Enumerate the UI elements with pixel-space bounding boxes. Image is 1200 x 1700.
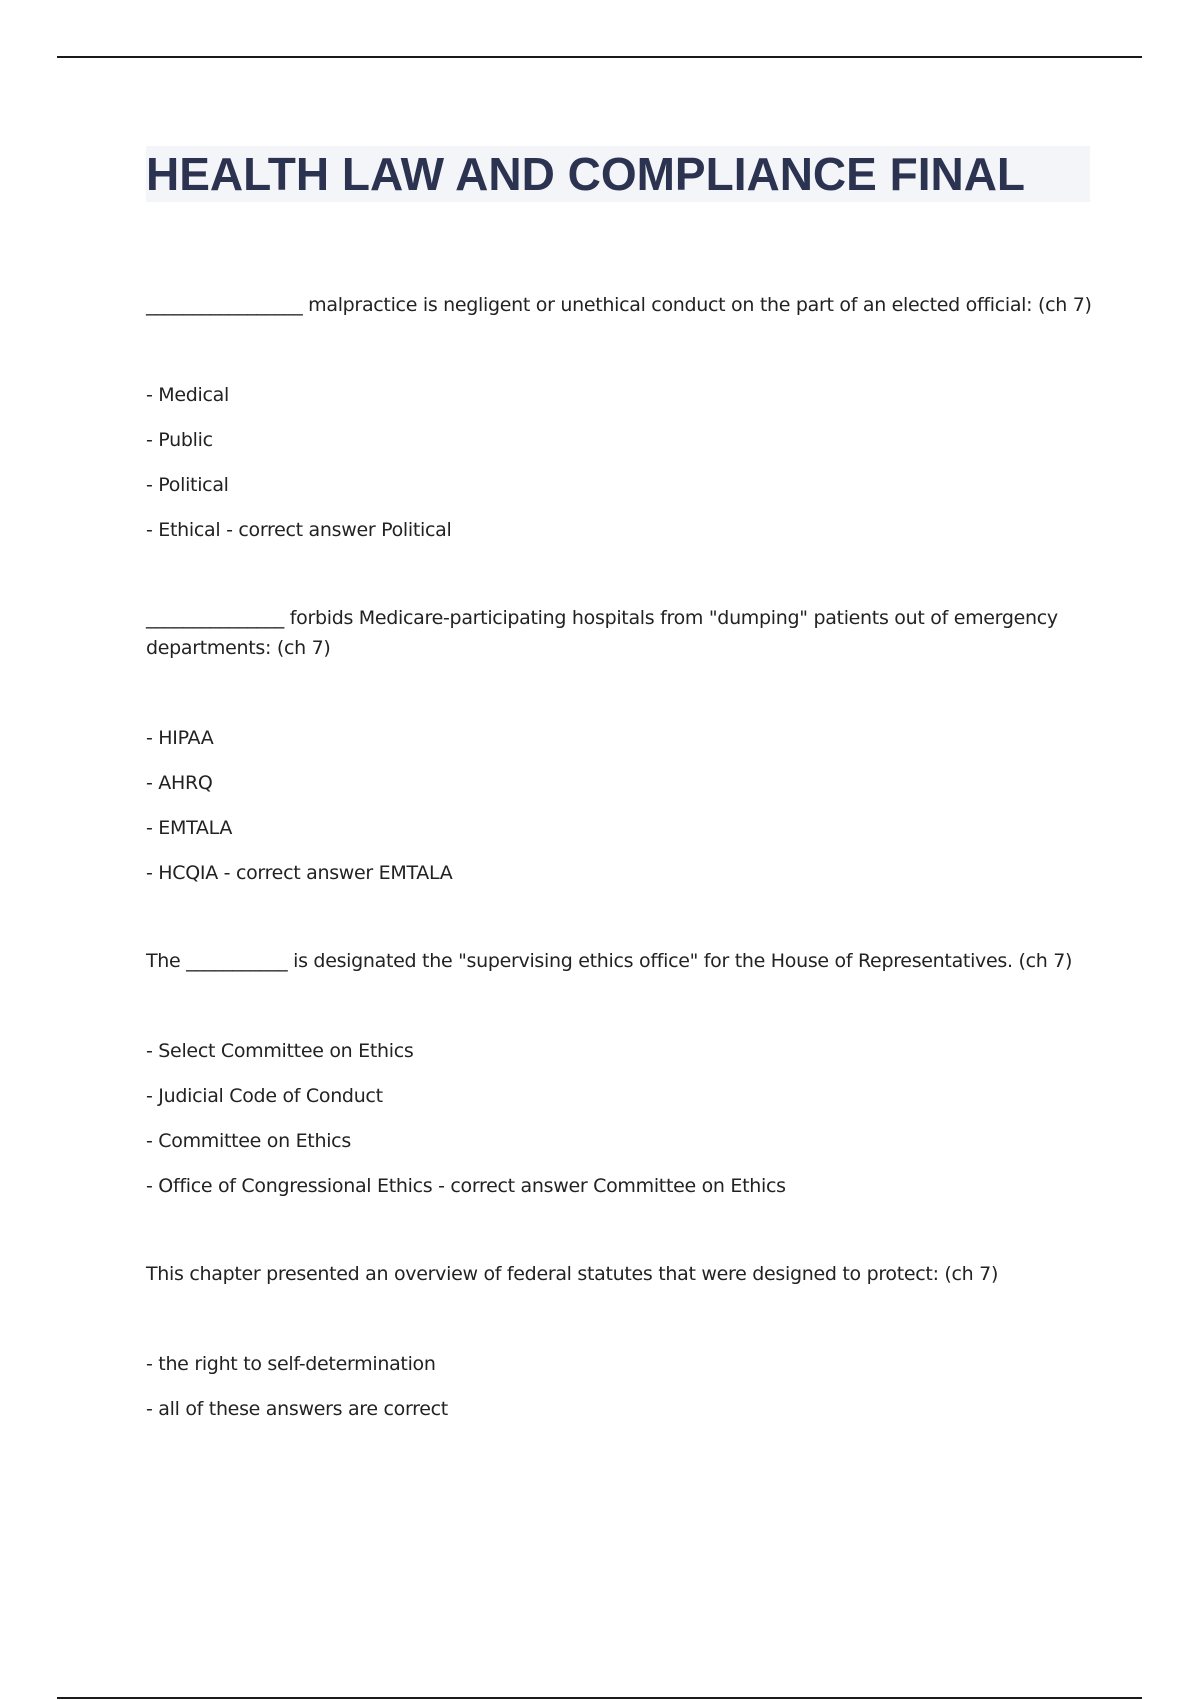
option-item: - Judicial Code of Conduct (146, 1085, 383, 1107)
question-4-text: This chapter presented an overview of federal statutes that were designed to protect: (ch 7) (146, 1263, 999, 1285)
option-item: - Public (146, 429, 213, 451)
option-item: - EMTALA (146, 817, 233, 839)
option-item: - Medical (146, 384, 229, 406)
option-item: - Office of Congressional Ethics - correct answer Committee on Ethics (146, 1175, 786, 1197)
question-1-options (146, 380, 1096, 545)
question-3-options (146, 1036, 1096, 1201)
question-2-options (146, 723, 1096, 888)
footer-divider (57, 1697, 1142, 1699)
option-item: - HCQIA - correct answer EMTALA (146, 862, 453, 884)
option-item: - Ethical - correct answer Political (146, 519, 452, 541)
document-body (146, 290, 1096, 1482)
question-3-text: The ___________ is designated the "supervising ethics office" for the House of Representatives. (ch 7) (146, 950, 1073, 972)
question-4-options (146, 1349, 1096, 1424)
option-item: - Select Committee on Ethics (146, 1040, 414, 1062)
option-item: - Political (146, 474, 229, 496)
option-item: - HIPAA (146, 727, 214, 749)
question-2-text: _______________ forbids Medicare-participating hospitals from "dumping" patients out of emergency departments: (ch 7) (146, 607, 1058, 659)
option-item: - the right to self-determination (146, 1353, 436, 1375)
question-1-text: _________________ malpractice is negligent or unethical conduct on the part of an elected official: (ch 7) (146, 294, 1092, 316)
option-item: - AHRQ (146, 772, 213, 794)
option-item: - Committee on Ethics (146, 1130, 351, 1152)
header-divider (57, 56, 1142, 58)
document-title: HEALTH LAW AND COMPLIANCE FINAL (146, 148, 1026, 200)
option-item: - all of these answers are correct (146, 1398, 448, 1420)
